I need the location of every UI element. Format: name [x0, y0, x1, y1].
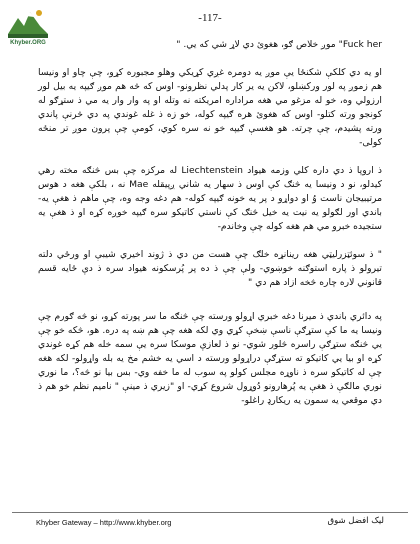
document-body [38, 38, 382, 422]
logo-caption: Khyber.ORG [10, 40, 46, 46]
footer-site-link[interactable]: Khyber Gateway – http://www.khyber.org [36, 518, 172, 527]
page-number: -117- [198, 12, 222, 24]
paragraph: ذ اروپا ذ دي داره کلي وزمه هيواد Liechtenstein له مرکزه چې بس څنګه مخته رهي کيدلو، نو د ونيسا يه څنګ کې اوس ذ سهار يه شاني ږپيقله Mae نه ، بلکې هغه د هوس مرتيبيجان ناست وُ او دواړو د پر يه خونه ګيپه کوله- هم دغه وجه وه، چې ماهم ذ هغې يه- باندي اور لګولو يه نيت يه خيل څنګ کې ناستي کاتيکو سره ګيپه خوږه کړه او ذ هغې يه ستجيده خبرو مي هم هغه کوله چې وخاندم- [38, 165, 382, 232]
quote-paragraph: " ذ سوئټزرليټي هغه رينانړه خلګ چې هست من دي ذ ژوند اخيري شيبې او ورځي دلته تيرولو ذ پاره استوګنه خوښوي- ولې چې ذ ده پر پُرسکونه هيواد سره ذ دې ځايه قسم قانوني لاره چاره څخه ازاد هم دي " [38, 249, 382, 288]
footer-author: ليک افضل شوق [327, 516, 384, 526]
paragraph: او يه دي کلکې شکنځا يې موږ يه دومره غږي کړيکي وهلو مجبوره کړو، چې چاو او ونيسا هم زموږ په لور ورکښلو، لاکن يه ير کار پدلي نظرونو- اوس که څه هم موږ ګيپه يه بيل لور ارزولي وه، خو له مزغو مي هغه مراداره امريکته نه وتله او په وار وار يه مي ذ ستړګو له کونجو ورته کتلو- اوس که هغوئ هره ګيپه کوله، خو زه ذ غله غوندي په دي څرنې پاندي ورته پشيدم، چې چرته. هو هغسې ګيپه خو نه سره کوي، کومې چې پرون موږ تر منځه کولی- [38, 67, 382, 148]
paragraph: Fuck her" موږ خلاص ګو، هغوئ دي لاړ شي که يي. " [176, 39, 382, 50]
footer-divider [12, 512, 408, 513]
paragraph: په دائري باندي ذ ميرنا دغه خبري اړولو ورسته چې څنګه ما سر پورته کړو، نو څه ګورم چې ونيسا يه ما کې ستړګې ناسې ښخې کړي وي لکه هغه چې هم ښه په دره. هو، څکه خو چې يي څنګه ستړګې راسره څلور شوي- نو ذ لعازې موسکا سره يې سمه خله هم کړه غوندي کړه او بيا يي کاتيکو ته ستړګې دراړولو ورسته د اسي يه خشم مخ يه بله واړولو- لکه هغه چې له کاتيکو سره ذ ناوړه مجلس کولو په سوب له ما خفه وي- بس بيا نو څه؟، ما نوري نوري مالګې ذ هغې يه پُرهارونو دُوړول شروع کړي- او "زيري ذ مينې " ناميم نظم خو هم ذ دي موقعي يه سمون يه ريکارډ راغلو- [38, 311, 382, 406]
